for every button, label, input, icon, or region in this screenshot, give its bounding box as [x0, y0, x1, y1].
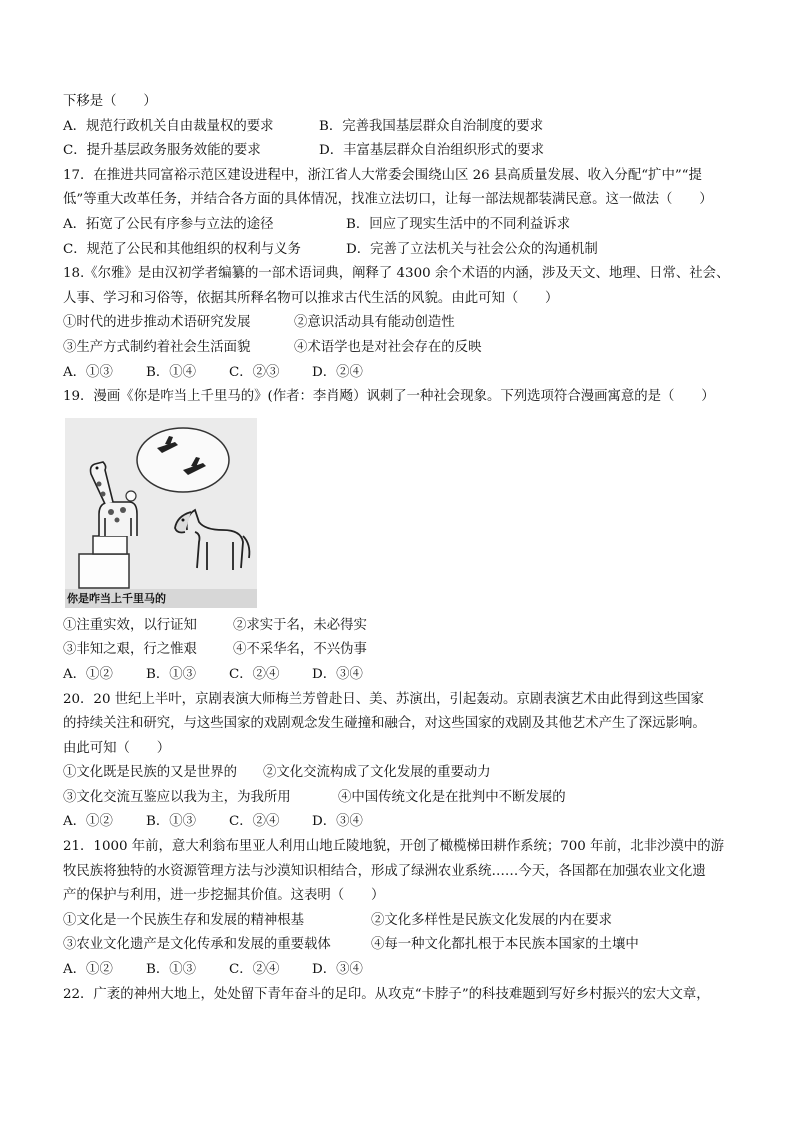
statement-2: ②文化多样性是民族文化发展的内在要求	[371, 912, 613, 928]
question-16-stem-tail: 下移是（ ）	[63, 94, 157, 109]
question-21-statements-row-2	[63, 933, 743, 958]
question-18-stem-line-1: 18.《尔雅》是由汉初学者编纂的一部术语词典，阐释了 4300 余个术语的内涵，涉及天文、地理、日常、社会、	[63, 266, 730, 282]
question-18-statements-row-1	[63, 311, 743, 336]
question-17-options-row-1	[63, 213, 743, 238]
question-21-options	[63, 958, 743, 983]
option-c[interactable]: C．规范了公民和其他组织的权利与义务	[63, 241, 301, 257]
statement-4: ④每一种文化都扎根于本民族本国家的土壤中	[371, 937, 639, 953]
option-c[interactable]: C．②④	[229, 814, 280, 830]
statement-3: ③非知之艰，行之惟艰	[63, 642, 197, 658]
statement-3: ③文化交流互鉴应以我为主，为我所用	[63, 789, 291, 805]
option-b[interactable]: B．①④	[146, 364, 197, 380]
statement-1: ①时代的进步推动术语研究发展	[63, 315, 251, 331]
option-c[interactable]: C．②④	[229, 666, 280, 682]
option-b[interactable]: B．完善我国基层群众自治制度的要求	[319, 118, 544, 134]
option-b[interactable]: B．①③	[146, 666, 197, 682]
question-17-stem-line-1: 17．在推进共同富裕示范区建设进程中，浙江省人大常委会围绕山区 26 县高质量发展、收入分配“扩中”“提	[63, 167, 702, 183]
question-18-options	[63, 361, 743, 386]
option-d[interactable]: D．丰富基层群众自治组织形式的要求	[319, 143, 544, 159]
question-19-statements-row-2	[63, 638, 743, 663]
statement-1: ①文化既是民族的又是世界的	[63, 765, 238, 781]
question-22-stem-line-1: 22．广袤的神州大地上，处处留下青年奋斗的足印。从攻克“卡脖子”的科技难题到写好乡村振兴的宏大文章，	[63, 986, 710, 1002]
statement-3: ③农业文化遗产是文化传承和发展的重要载体	[63, 937, 331, 953]
option-d[interactable]: D．③④	[312, 814, 363, 830]
cartoon-drawing	[65, 418, 257, 608]
statement-3: ③生产方式制约着社会生活面貌	[63, 339, 251, 355]
statement-2: ②意识活动具有能动创造性	[294, 315, 455, 331]
option-a[interactable]: A．①②	[63, 814, 113, 830]
option-b[interactable]: B．①③	[146, 962, 197, 978]
question-19-stem: 19．漫画《你是咋当上千里马的》(作者：李肖飏）讽刺了一种社会现象。下列选项符合漫画寓意的是（ ）	[63, 389, 715, 405]
statement-4: ④中国传统文化是在批判中不断发展的	[338, 789, 566, 805]
question-19-options	[63, 663, 743, 688]
statement-1: ①文化是一个民族生存和发展的精神根基	[63, 912, 305, 928]
question-20-stem-line-3: 由此可知（ ）	[63, 740, 171, 756]
option-b[interactable]: B．回应了现实生活中的不同利益诉求	[346, 216, 571, 232]
question-20-stem-line-2: 的持续关注和研究，与这些国家的戏剧观念发生碰撞和融合，对这些国家的戏剧及其他艺术产生了深远影响。	[63, 716, 706, 732]
question-18-statements-row-2	[63, 336, 743, 361]
option-d[interactable]: D．③④	[312, 962, 363, 978]
option-a[interactable]: A．①③	[63, 364, 113, 380]
option-c[interactable]: C．②④	[229, 962, 280, 978]
option-d[interactable]: D．完善了立法机关与社会公众的沟通机制	[346, 241, 598, 257]
question-20-statements-row-2	[63, 786, 743, 811]
question-21-stem-line-1: 21．1000 年前，意大利翁布里亚人利用山地丘陵地貌，开创了橄榄梯田耕作系统；700 年前，北非沙漠中的游	[63, 839, 724, 855]
statement-2: ②求实于名，未必得实	[233, 617, 367, 633]
question-18-stem-line-2: 人事、学习和习俗等，依据其所释名物可以推求古代生活的风貌。由此可知（ ）	[63, 290, 559, 306]
question-21-statements-row-1	[63, 909, 743, 934]
question-21-stem-line-2: 牧民族将独特的水资源管理方法与沙漠知识相结合，形成了绿洲农业系统……今天，各国都在加强农业文化遗	[63, 863, 706, 879]
question-20-statements-row-1	[63, 761, 743, 786]
statement-4: ④不采华名，不兴伪事	[233, 642, 367, 658]
option-b[interactable]: B．①③	[146, 814, 197, 830]
question-20-stem-line-1: 20．20 世纪上半叶，京剧表演大师梅兰芳曾赴日、美、苏演出，引起轰动。京剧表演艺术由此得到这些国家	[63, 691, 704, 707]
option-a[interactable]: A．拓宽了公民有序参与立法的途径	[63, 216, 274, 232]
statement-4: ④术语学也是对社会存在的反映	[294, 339, 482, 355]
option-d[interactable]: D．②④	[312, 364, 363, 380]
question-17-options-row-2	[63, 238, 743, 263]
question-19-statements-row-1	[63, 614, 743, 639]
question-16-options-row-2	[63, 139, 743, 164]
cartoon-caption: 你是咋当上千里马的	[65, 589, 257, 608]
option-c[interactable]: C．②③	[229, 364, 280, 380]
cartoon-image	[65, 418, 257, 608]
question-17-stem-line-2: 低”等重大改革任务，并结合各方面的具体情况，找准立法切口，让每一部法规都装满民意。这一做法（ ）	[63, 192, 713, 208]
statement-1: ①注重实效，以行证知	[63, 617, 197, 633]
statement-2: ②文化交流构成了文化发展的重要动力	[263, 765, 491, 781]
option-a[interactable]: A．①②	[63, 666, 113, 682]
question-21-stem-line-3: 产的保护与利用，进一步挖掘其价值。这表明（ ）	[63, 888, 385, 904]
option-c[interactable]: C．提升基层政务服务效能的要求	[63, 143, 261, 159]
option-a[interactable]: A．①②	[63, 962, 113, 978]
question-16-options-row-1	[63, 115, 743, 140]
exam-page	[63, 90, 743, 1007]
option-a[interactable]: A．规范行政机关自由裁量权的要求	[63, 118, 274, 134]
question-20-options	[63, 810, 743, 835]
option-d[interactable]: D．③④	[312, 666, 363, 682]
